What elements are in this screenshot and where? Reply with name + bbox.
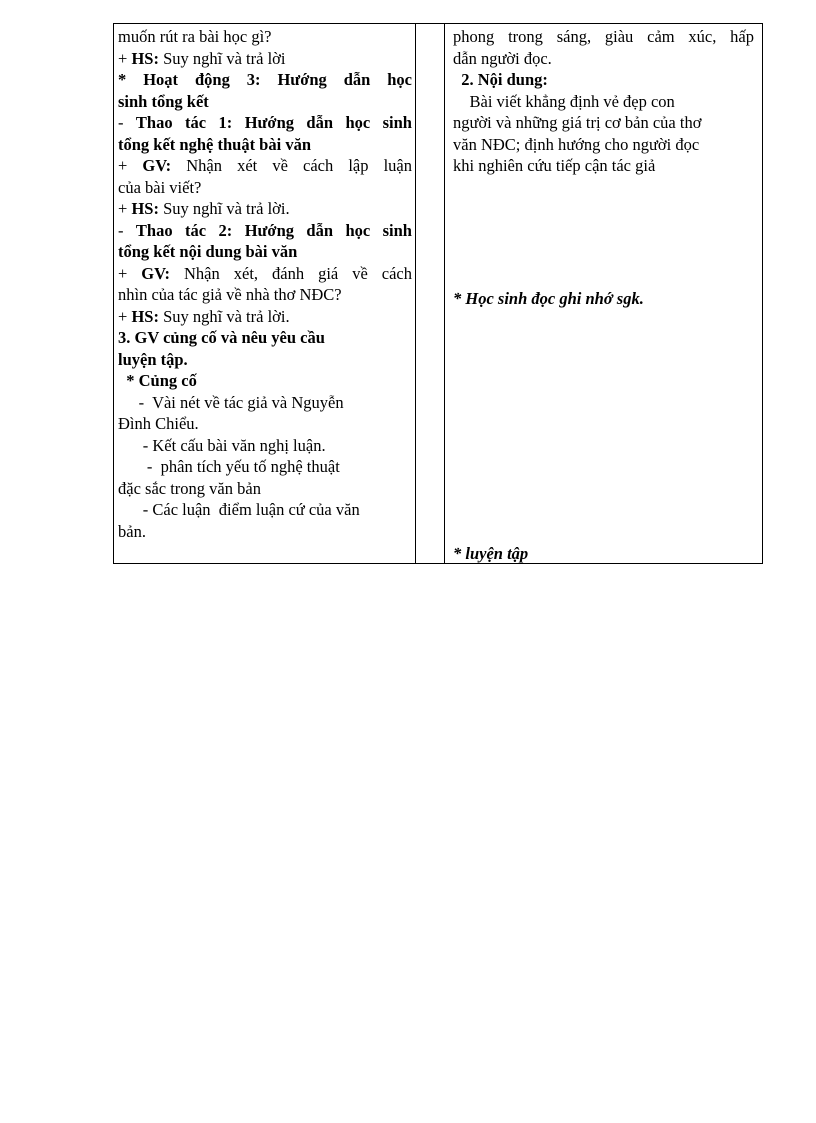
text-line: người và những giá trị cơ bản của thơ [453,113,702,132]
text-line: dẫn người đọc. [453,48,552,68]
step-heading: - Thao tác 2: Hướng dẫn học sinh [118,220,412,240]
teacher-student-activities-cell [114,24,416,564]
text-line: - phân tích yếu tố nghệ thuật [118,457,340,476]
content-summary-cell [445,24,763,564]
activity-heading: * Hoạt động 3: Hướng dẫn học [118,70,412,89]
lesson-plan-table [113,23,763,564]
text-line: + GV: Nhận xét về cách lập luận [118,156,412,175]
practice-note: * luyện tập [453,544,529,563]
text-line: Bài viết khẳng định vẻ đẹp con [453,91,675,111]
text-line: muốn rút ra bài học gì? [118,27,272,46]
section-heading: luyện tập. [118,349,188,369]
memorize-note: * Học sinh đọc ghi nhớ sgk. [453,289,644,308]
text-line: + HS: Suy nghĩ và trả lời [118,48,286,68]
text-line: nhìn của tác giả về nhà thơ NĐC? [118,285,342,304]
step-heading: tổng kết nội dung bài văn [118,242,298,261]
text-line: văn NĐC; định hướng cho người đọc [453,134,700,154]
text-line: - Các luận điểm luận cứ của văn [118,500,360,519]
empty-middle-cell [416,24,445,564]
text-line: đặc sắc trong văn bản [118,478,261,498]
text-line: Đình Chiểu. [118,414,199,433]
activity-heading: sinh tổng kết [118,91,209,111]
section-heading: 3. GV củng cố và nêu yêu cầu [118,328,325,347]
subsection-heading: * Củng cố [118,371,197,390]
text-line: phong trong sáng, giàu cảm xúc, hấp [453,27,754,46]
text-line: - Kết cấu bài văn nghị luận. [118,435,326,455]
step-heading: tổng kết nghệ thuật bài văn [118,134,311,154]
step-heading: - Thao tác 1: Hướng dẫn học sinh [118,113,412,132]
table-row [114,24,763,564]
text-line: + GV: Nhận xét, đánh giá về cách [118,263,412,283]
text-line: khi nghiên cứu tiếp cận tác giả [453,156,656,175]
content-summary-block [453,26,754,561]
text-line: của bài viết? [118,177,202,197]
text-line: + HS: Suy nghĩ và trả lời. [118,306,290,326]
text-line: - Vài nét về tác giả và Nguyễn [118,392,344,412]
content-heading: 2. Nội dung: [453,70,548,89]
text-line: bản. [118,521,146,541]
text-line: + HS: Suy nghĩ và trả lời. [118,199,290,218]
